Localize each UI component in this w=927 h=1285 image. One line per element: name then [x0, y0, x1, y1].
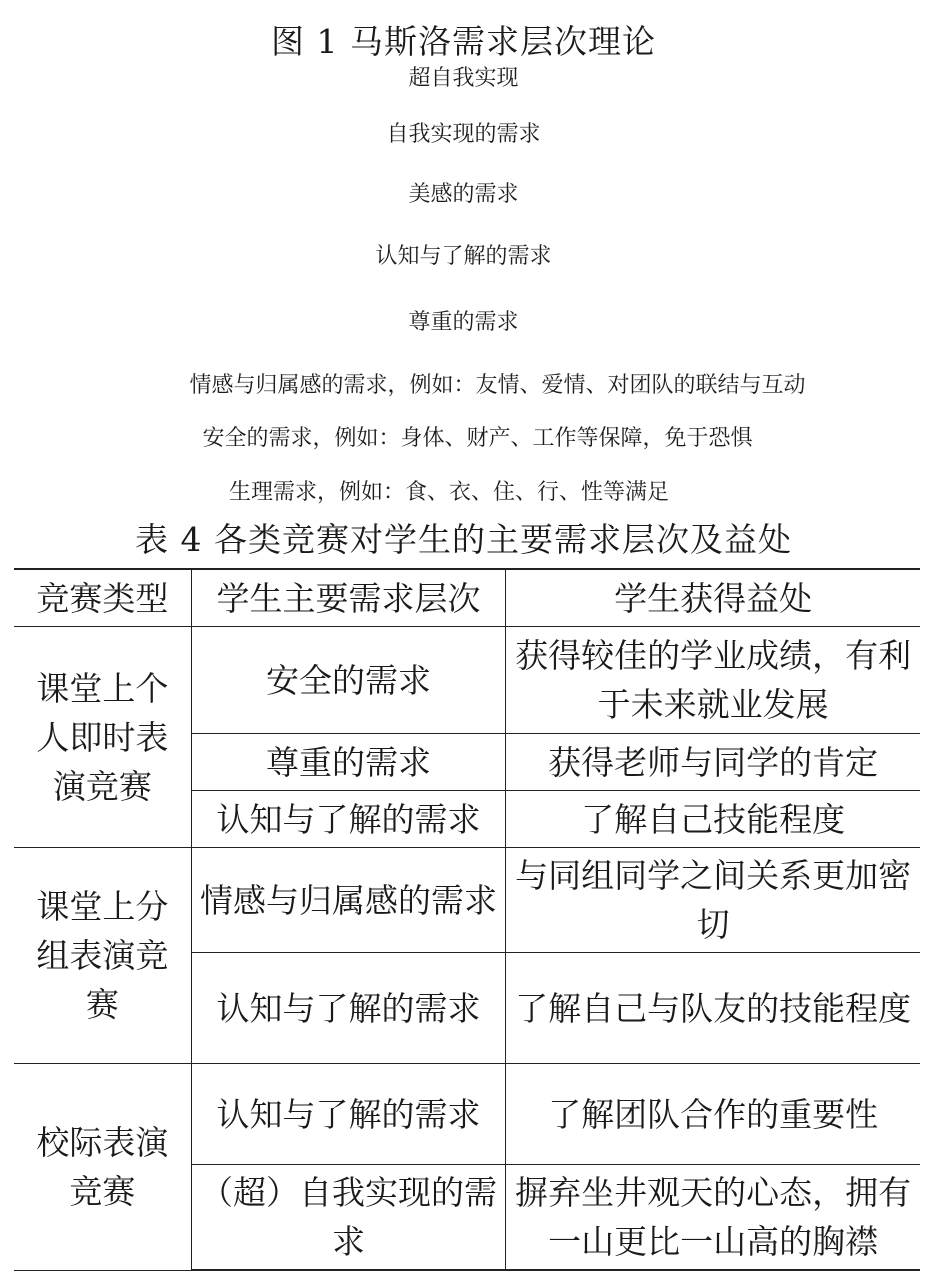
- benefit-cell: 获得较佳的学业成绩，有利于未来就业发展: [506, 627, 920, 734]
- hierarchy-level-self-transcendence: 超自我实现: [408, 66, 519, 91]
- need-cell: （超）自我实现的需求: [191, 1165, 505, 1271]
- benefit-cell: 了解自己与队友的技能程度: [506, 953, 920, 1064]
- need-cell: 认知与了解的需求: [191, 953, 505, 1064]
- benefit-cell: 获得老师与同学的肯定: [506, 734, 920, 791]
- need-cell: 情感与归属感的需求: [191, 848, 505, 953]
- table-row: [14, 627, 920, 734]
- competition-type-cell: 课堂上分组表演竞赛: [14, 848, 191, 1064]
- figure-title: 图 1 马斯洛需求层次理论: [271, 22, 656, 61]
- competition-type-cell: 校际表演竞赛: [14, 1064, 191, 1271]
- hierarchy-level-self-actualization: 自我实现的需求: [386, 122, 541, 147]
- table-header-row: [14, 569, 920, 627]
- need-cell: 认知与了解的需求: [191, 1064, 505, 1165]
- need-cell: 尊重的需求: [191, 734, 505, 791]
- table-row: [14, 848, 920, 953]
- table-row: [14, 1064, 920, 1165]
- hierarchy-level-esteem: 尊重的需求: [408, 310, 519, 335]
- need-cell: 安全的需求: [191, 627, 505, 734]
- benefit-cell: 了解自己技能程度: [506, 791, 920, 848]
- header-benefit: 学生获得益处: [506, 569, 920, 627]
- hierarchy-level-cognitive: 认知与了解的需求: [375, 244, 552, 269]
- need-cell: 认知与了解的需求: [191, 791, 505, 848]
- benefit-cell: 了解团队合作的重要性: [506, 1064, 920, 1165]
- hierarchy-level-aesthetic: 美感的需求: [408, 182, 519, 207]
- benefit-cell: 与同组同学之间关系更加密切: [506, 848, 920, 953]
- table-title: 表 4 各类竞赛对学生的主要需求层次及益处: [135, 520, 792, 559]
- hierarchy-level-physiological-text: 生理需求，例如：食、衣、住、行、性等满足: [229, 480, 670, 505]
- competition-needs-table: [14, 568, 920, 1271]
- header-competition-type: 竞赛类型: [14, 569, 191, 627]
- benefit-cell: 摒弃坐井观天的心态，拥有一山更比一山高的胸襟: [506, 1165, 920, 1271]
- hierarchy-level-safety: 安全的需求，例如：身体、财产、工作等保障，免于恐惧: [202, 426, 753, 451]
- header-need-level: 学生主要需求层次: [191, 569, 505, 627]
- competition-type-cell: 课堂上个人即时表演竞赛: [14, 627, 191, 848]
- hierarchy-level-belonging: 情感与归属感的需求，例如：友情、爱情、对团队的联结与互动: [189, 373, 806, 398]
